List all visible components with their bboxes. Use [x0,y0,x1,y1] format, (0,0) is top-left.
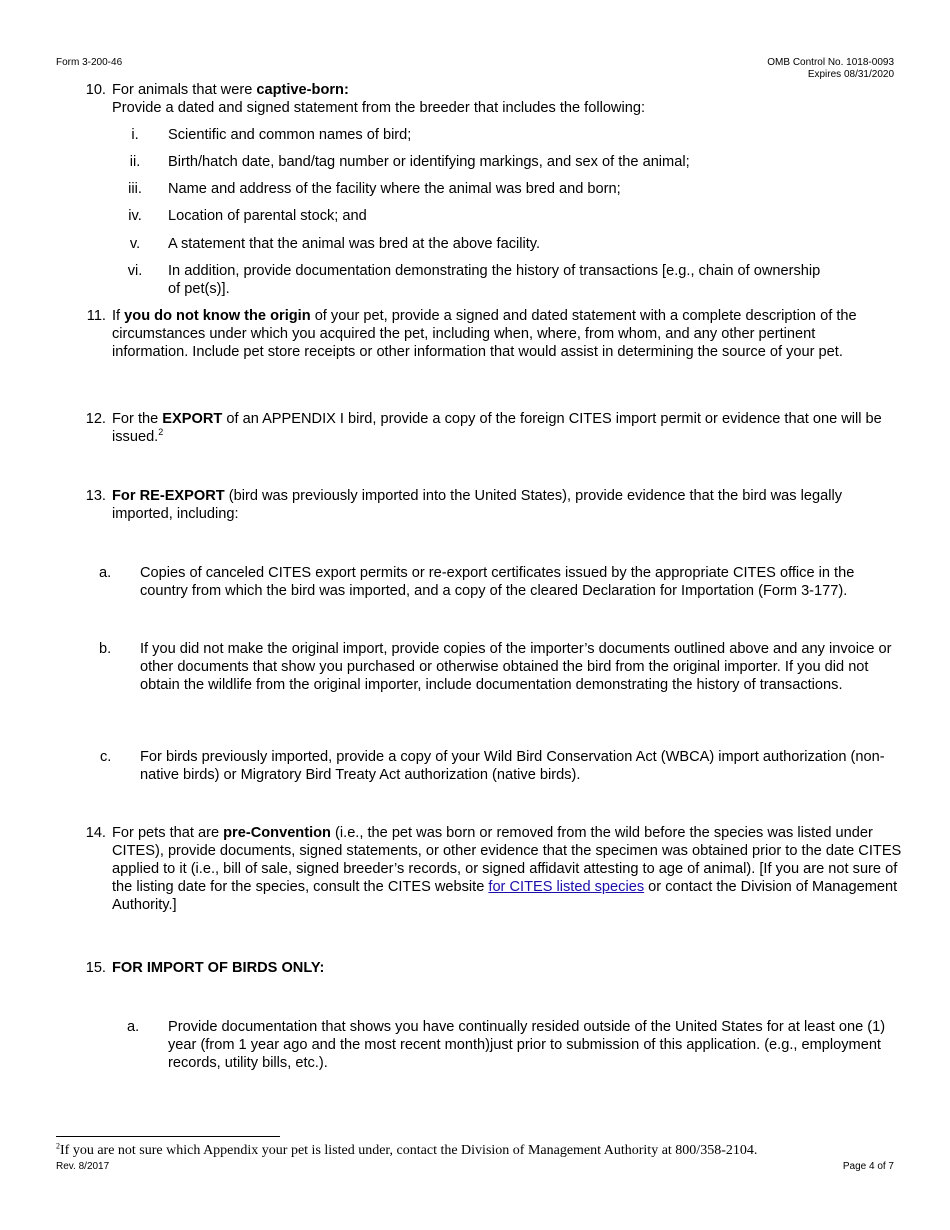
item-13-sub-num: a. [99,565,112,581]
item-13-sub-num: b. [99,641,112,657]
item-10-sub-num: v. [129,236,141,252]
item-12-bold: EXPORT [162,411,223,427]
item-13-bold: For RE-EXPORT [112,488,225,504]
item-15-sub-num: a. [127,1019,140,1035]
item-14-text: For pets that are pre-Convention (i.e., the pet was born or removed from the wild before the species was listed under CITES), provide documents, signed statements, or other evidence that the specimen was obtained prior to the date CITES applied to it (i.e., bill of sale, signed breeder’s records, or signed affidavit attesting to age of animal). [If you are not sure of the listing date for the species, consult the CITES website for CITES listed species or contact the Division of Management Authority.] [112,825,902,913]
item-10-sub-text: Scientific and common names of bird; [168,127,412,143]
item-10-sub-num: iv. [128,208,142,224]
item-11-bold: you do not know the origin [124,308,311,324]
item-10-bold: captive-born: [256,82,349,98]
expiration-date: Expires 08/31/2020 [807,69,894,80]
omb-control-number: OMB Control No. 1018-0093 [767,57,894,68]
item-10-intro: For animals that were [112,82,257,98]
item-10-number: 10. [85,82,106,98]
item-13-sub-num: c. [100,749,112,765]
item-10-text [112,81,902,117]
item-11-text: If you do not know the origin of your pet, provide a signed and dated statement with a complete description of the circumstances under which you acquired the pet, including when, where, from whom, and any other pertinent information. Include pet store receipts or other information that would assist in determining the source of your pet. [112,308,857,360]
item-12-number: 12. [85,411,106,427]
item-10-sub-text: Birth/hatch date, band/tag number or identifying markings, and sex of the animal; [168,154,690,170]
cites-listed-species-link[interactable]: for CITES listed species [488,879,645,895]
item-10-line2: Provide a dated and signed statement from the breeder that includes the following: [112,100,645,116]
item-10-sub-text: Name and address of the facility where the animal was bred and born; [168,181,621,197]
item-10-sub-num: ii. [129,154,141,170]
footnote: $^2$If you are not sure which Appendix your pet is listed under, contact the Division of Management Authority at 800/358-2104. [56,1141,758,1158]
item-13-number: 13. [85,488,106,504]
item-13-sub-text: For birds previously imported, provide a copy of your Wild Bird Conservation Act (WBCA) import authorization (non-native birds) or Migratory Bird Treaty Act authorization (native birds). [140,749,885,783]
item-14-bold: pre-Convention [223,825,331,841]
item-13-sub-text: If you did not make the original import, provide copies of the importer’s documents outlined above and any invoice or other documents that show you purchased or otherwise obtained the bird from the original importer. If you did not obtain the wildlife from the original importer, include documentation demonstrating the history of transactions. [140,641,892,693]
omb-info [767,57,894,81]
item-15-number: 15. [85,960,106,976]
page-number: Page 4 of 7 [842,1161,894,1172]
item-10-sub-num: vi. [127,263,143,279]
item-10-sub-num: i. [131,127,139,143]
item-11-number: 11. [86,308,106,324]
item-12-text: For the EXPORT of an APPENDIX I bird, provide a copy of the foreign CITES import permit or evidence that one will be issued.$^2$ [112,411,882,445]
footnote-ref: 2 [158,427,164,438]
item-15-heading: FOR IMPORT OF BIRDS ONLY: [112,960,325,976]
form-number: Form 3-200-46 [56,57,123,68]
revision-date: Rev. 8/2017 [56,1161,110,1172]
item-14-number: 14. [85,825,106,841]
footnote-separator [56,1136,280,1137]
item-13-text: For RE-EXPORT (bird was previously imported into the United States), provide evidence that the bird was legally imported, including: [112,488,843,522]
item-15-sub-text: Provide documentation that shows you have continually resided outside of the United States for at least one (1) year (from 1 year ago and the most recent month)just prior to submission of this application. (e.g., employment records, utility bills, etc.). [168,1019,886,1071]
item-10-sub-text: A statement that the animal was bred at the above facility. [168,236,541,252]
item-13-sub-text: Copies of canceled CITES export permits or re-export certificates issued by the appropriate CITES office in the country from which the bird was imported, and a copy of the cleared Declaration for Importation (Form 3-177). [140,565,855,599]
item-10-sub-text: Location of parental stock; and [168,208,367,224]
item-10-sub-num: iii. [128,181,142,197]
item-10-sub-text: In addition, provide documentation demonstrating the history of transactions [e.g., chain of ownership of pet(s)]. [168,263,821,297]
